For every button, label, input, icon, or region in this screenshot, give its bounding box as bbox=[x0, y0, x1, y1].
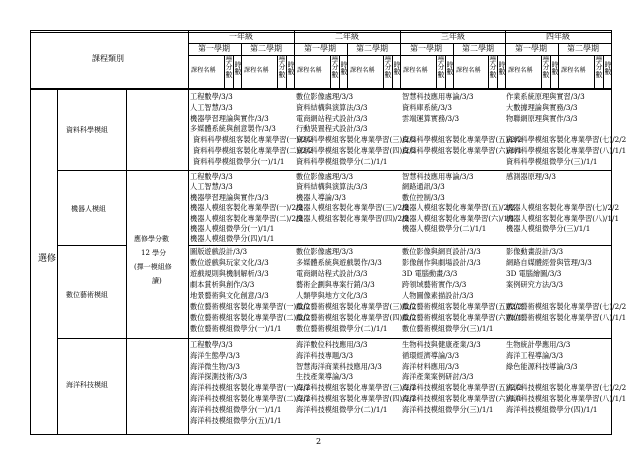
module-sep-1 bbox=[188, 170, 611, 171]
col-credits: 學分數 bbox=[437, 56, 445, 79]
semester-label: 第二學期 bbox=[250, 44, 282, 53]
course-item: 電商網站程式設計/3/3 bbox=[296, 269, 368, 278]
course-item: 智慧科技應用專論/3/3 bbox=[402, 92, 474, 101]
course-item: 海洋科技模組微學分(三)/1/1 bbox=[402, 404, 494, 414]
course-item: 資料結構與演算法/3/3 bbox=[296, 102, 368, 112]
course-item: 機器人模組微學分(三)/1/1 bbox=[506, 224, 591, 233]
course-item: 雲端運算實務/3/3 bbox=[402, 113, 460, 123]
course-item: 生物統計學應用/3/3 bbox=[506, 340, 571, 349]
course-item: 行動裝置程式設計/3/3 bbox=[296, 124, 368, 134]
course-item: 智慧科技應用專論/3/3 bbox=[402, 172, 474, 181]
page-number: 2 bbox=[316, 437, 322, 446]
course-item: 機器學習理論與實作/3/3 bbox=[190, 113, 269, 123]
module-sep-3 bbox=[188, 338, 611, 339]
col-course-name: 課程名稱 bbox=[456, 67, 481, 74]
course-item: 機器人模組客製化專業學習(六)/1/1 bbox=[402, 213, 516, 223]
course-item: 海洋工程導論/3/3 bbox=[506, 350, 564, 360]
course-item: 多媒體系統與遊戲製作/3/3 bbox=[296, 258, 382, 267]
elective-col-line bbox=[57, 90, 58, 434]
course-item: 工程數學/3/3 bbox=[190, 92, 233, 101]
col-hours: 時數 bbox=[551, 61, 559, 77]
course-item: 數位影像處理/3/3 bbox=[296, 247, 354, 256]
course-item: 資料科學模組微學分(三)/1/1 bbox=[506, 156, 598, 166]
course-item: 資料科學模組客製化專業學習(八)/1/1 bbox=[506, 146, 627, 155]
course-item: 海洋材料應用/3/3 bbox=[402, 361, 460, 371]
course-item: 數位影像處理/3/3 bbox=[296, 92, 354, 101]
col-credits: 學分數 bbox=[384, 56, 392, 79]
course-item: 機器人模組微學分(二)/1/1 bbox=[402, 224, 487, 233]
course-item: 海洋探測技術/3/3 bbox=[190, 372, 248, 382]
course-item: 海洋科技模組客製化專業學習(六)/1/1 bbox=[402, 394, 523, 403]
course-item: 數位影像與網頁設計/3/3 bbox=[402, 247, 481, 256]
course-item: 機器人模組客製化專業學習(七)/2/2 bbox=[506, 203, 620, 213]
course-item: 人工智慧/3/3 bbox=[190, 102, 233, 112]
course-item: 人物圖像素描設計/3/3 bbox=[402, 291, 474, 300]
col-hours: 時數 bbox=[498, 61, 506, 77]
course-item: 生技產業導論/3/3 bbox=[296, 372, 354, 382]
grade-split-3 bbox=[505, 30, 506, 88]
col-course-name: 課程名稱 bbox=[403, 67, 428, 74]
course-item: 海洋科技模組客製化專業學習(三)/2/2 bbox=[296, 383, 417, 393]
course-item: 數位藝術模組客製化專業學習(二)/2/2 bbox=[190, 313, 311, 322]
course-item: 資料科學模組客製化專業學習(三)/2/2 bbox=[296, 135, 417, 145]
course-item: 電商網站程式設計/3/3 bbox=[296, 113, 368, 123]
category-col-line bbox=[188, 30, 189, 434]
course-item: 海洋科技模組客製化專業學習(四)/2/2 bbox=[296, 394, 417, 403]
course-item: 數位控制/3/3 bbox=[402, 192, 445, 202]
table-left-border bbox=[30, 30, 31, 434]
course-item: 海洋科技模組客製化專業學習(一)/2/2 bbox=[190, 383, 311, 393]
course-item: 工程數學/3/3 bbox=[190, 340, 233, 349]
course-item: 資料科學模組客製化專業學習(六)/1/1 bbox=[402, 146, 523, 155]
course-item: 資料科學模組客製化專業學習(四)/2/2 bbox=[296, 146, 417, 155]
requirement-line-3: (擇一模組修 bbox=[134, 263, 172, 271]
course-item: 海洋產業案例研討/3/3 bbox=[402, 372, 474, 382]
course-item: 資料科學模組客製化專業學習(二)/2/2 bbox=[193, 146, 314, 155]
course-item: 循環經濟導論/3/3 bbox=[402, 350, 460, 360]
semester-label: 第二學期 bbox=[356, 44, 388, 53]
course-item: 人工智慧/3/3 bbox=[190, 182, 233, 192]
category-label: 課程類別 bbox=[92, 54, 124, 63]
requirement-line-4: 讀) bbox=[152, 277, 162, 285]
course-item: 數位藝術模組客製化專業學習(六)/1/1 bbox=[402, 313, 523, 322]
course-item: 海洋數位科技應用/3/3 bbox=[296, 340, 368, 349]
requirement-line-1: 應修學分數 bbox=[134, 235, 169, 243]
course-item: 數位藝術模組客製化專業學習(四)/2/2 bbox=[296, 313, 417, 322]
course-item: 數位遊戲與玩家文化/3/3 bbox=[190, 258, 269, 267]
course-item: 影像動畫設計/3/3 bbox=[506, 247, 564, 256]
col-course-name: 課程名稱 bbox=[297, 67, 322, 74]
grade-3-label: 三年級 bbox=[441, 32, 465, 41]
course-item: 機器學習理論與實作/3/3 bbox=[190, 192, 269, 202]
course-item: 人類學與地方文化/3/3 bbox=[296, 291, 368, 300]
course-item: 影像創作與劇場設計/3/3 bbox=[402, 258, 481, 267]
course-item: 大數據理論與實務/3/3 bbox=[506, 102, 578, 112]
semester-label: 第一學期 bbox=[304, 44, 336, 53]
module-col-line bbox=[126, 90, 127, 434]
course-item: 海洋科技模組微學分(一)/1/1 bbox=[190, 404, 282, 414]
elective-label: 選修 bbox=[38, 254, 57, 264]
course-item: 資料科學模組客製化專業學習(五)/2/2 bbox=[402, 135, 523, 145]
col-hours: 時數 bbox=[446, 61, 454, 77]
col-hours: 時數 bbox=[604, 61, 612, 77]
grade-4-label: 四年級 bbox=[546, 32, 570, 41]
course-item: 多媒體系統與創意製作/3/3 bbox=[190, 124, 276, 134]
semester-label: 第二學期 bbox=[567, 44, 599, 53]
course-item: 資料科學模組微學分(二)/1/1 bbox=[296, 156, 388, 166]
course-item: 劇本賞析與創作/3/3 bbox=[190, 280, 255, 289]
course-item: 物聯網原理與實作/3/3 bbox=[506, 113, 578, 123]
col-course-name: 課程名稱 bbox=[191, 67, 216, 74]
header-bottom-line bbox=[30, 88, 611, 90]
module-sep-2-left bbox=[57, 245, 126, 246]
course-item: 海洋科技模組客製化專業學習(八)/1/1 bbox=[506, 394, 627, 403]
course-item: 機器人模組微學分(四)/1/1 bbox=[190, 234, 275, 244]
course-item: 智慧海洋商業科技應用/3/3 bbox=[296, 361, 382, 371]
col-hours: 時數 bbox=[393, 61, 401, 77]
course-item: 機器人模組微學分(一)/1/1 bbox=[190, 224, 275, 233]
col-credits: 學分數 bbox=[331, 56, 339, 79]
course-item: 數位藝術模組客製化專業學習(八)/1/1 bbox=[506, 313, 627, 322]
col-credits: 學分數 bbox=[278, 56, 286, 79]
course-item: 3D 電腦繪圖/3/3 bbox=[506, 269, 562, 278]
col-credits: 學分數 bbox=[542, 56, 550, 79]
col-credits: 學分數 bbox=[595, 56, 603, 79]
module-sep-1-left bbox=[57, 170, 188, 171]
course-item: 海洋科技模組微學分(四)/1/1 bbox=[506, 404, 598, 414]
course-item: 數位影像處理/3/3 bbox=[296, 172, 354, 181]
module-sep-3-left bbox=[57, 338, 188, 339]
col-course-name: 課程名稱 bbox=[244, 67, 269, 74]
course-item: 機器人模組客製化專業學習(二)/2/2 bbox=[190, 213, 304, 223]
col-hours: 時數 bbox=[234, 61, 242, 77]
course-item: 資料科學模組客製化專業學習(七)/2/2 bbox=[506, 135, 627, 145]
course-item: 藝術企劃與專案行銷/3/3 bbox=[296, 280, 375, 289]
course-item: 數位藝術模組微學分(二)/1/1 bbox=[296, 324, 388, 333]
course-item: 生物科技與健康產業/3/3 bbox=[402, 340, 481, 349]
course-item: 地景藝術與文化創意/3/3 bbox=[190, 291, 269, 300]
col-course-name: 課程名稱 bbox=[350, 67, 375, 74]
course-item: 海洋微生物/3/3 bbox=[190, 361, 240, 371]
semester-label: 第二學期 bbox=[462, 44, 494, 53]
col-hours: 時數 bbox=[287, 61, 295, 77]
semester-label: 第一學期 bbox=[515, 44, 547, 53]
course-item: 機器人模組客製化專業學習(四)/2/2 bbox=[296, 213, 410, 223]
course-item: 數位藝術模組微學分(三)/1/1 bbox=[402, 324, 494, 333]
course-item: 機器人模組客製化專業學習(五)/2/2 bbox=[402, 203, 516, 213]
course-item: 資料科學模組微學分(一)/1/1 bbox=[193, 156, 285, 166]
grade-1-label: 一年級 bbox=[229, 32, 253, 41]
course-item: 數位藝術模組客製化專業學習(一)/2/2 bbox=[190, 302, 311, 311]
course-item: 數位藝術模組客製化專業學習(五)/2/2 bbox=[402, 302, 523, 311]
table-top-border-2 bbox=[30, 32, 611, 33]
course-item: 資料庫系統/3/3 bbox=[402, 102, 452, 112]
col-hours: 時數 bbox=[340, 61, 348, 77]
semester-label: 第一學期 bbox=[198, 44, 230, 53]
course-item: 海洋科技模組微學分(五)/1/1 bbox=[190, 415, 282, 425]
course-item: 跨領域藝術實作/3/3 bbox=[402, 280, 467, 289]
course-item: 工程數學/3/3 bbox=[190, 172, 233, 181]
grade-split-1 bbox=[294, 30, 295, 88]
course-item: 海洋科技模組客製化專業學習(七)/2/2 bbox=[506, 383, 627, 393]
course-item: 遊戲規則與機制解析/3/3 bbox=[190, 269, 269, 278]
col-credits: 學分數 bbox=[489, 56, 497, 79]
course-item: 機器人模組客製化專業學習(一)/2/2 bbox=[190, 203, 304, 213]
course-item: 網路通訊/3/3 bbox=[402, 182, 445, 192]
module-name-data-science: 資料科學模組 bbox=[66, 126, 108, 134]
course-item: 海洋科技模組客製化專業學習(二)/2/2 bbox=[190, 394, 311, 403]
grade-split-2 bbox=[400, 30, 401, 88]
course-item: 3D 電腦動畫/3/3 bbox=[402, 269, 458, 278]
course-item: 資料科學模組客製化專業學習(一)/2/2 bbox=[193, 135, 314, 145]
semester-label: 第一學期 bbox=[410, 44, 442, 53]
course-item: 海洋科技專題/3/3 bbox=[296, 350, 354, 360]
course-item: 資料結構與演算法/3/3 bbox=[296, 182, 368, 192]
course-item: 感測器原理/3/3 bbox=[506, 172, 556, 181]
col-course-name: 課程名稱 bbox=[508, 67, 533, 74]
course-item: 作業系統原理與實習/3/3 bbox=[506, 92, 585, 101]
course-item: 海洋科技模組客製化專業學習(五)/2/2 bbox=[402, 383, 523, 393]
course-item: 數位藝術模組客製化專業學習(七)/2/2 bbox=[506, 302, 627, 311]
course-item: 綠色能源科技導論/3/3 bbox=[506, 361, 578, 371]
course-item: 機器人模組客製化專業學習(八)/1/1 bbox=[506, 213, 620, 223]
course-item: 數位藝術模組微學分(一)/1/1 bbox=[190, 324, 282, 333]
course-item: 圖版遊戲設計/3/3 bbox=[190, 247, 248, 256]
table-right-border bbox=[611, 30, 612, 434]
course-item: 網路自媒體經營與管理/3/3 bbox=[506, 258, 592, 267]
course-item: 海洋生態學/3/3 bbox=[190, 350, 240, 360]
module-sep-2 bbox=[188, 245, 611, 246]
module-name-marine-tech: 海洋科技模組 bbox=[66, 381, 108, 389]
grade-2-label: 二年級 bbox=[335, 32, 359, 41]
module-name-robotics: 機器人模組 bbox=[71, 205, 106, 213]
col-credits: 學分數 bbox=[225, 56, 233, 79]
course-item: 海洋科技模組微學分(二)/1/1 bbox=[296, 404, 388, 414]
course-item: 數位藝術模組客製化專業學習(三)/2/2 bbox=[296, 302, 417, 311]
requirement-line-2: 12 學分 bbox=[141, 249, 167, 257]
course-item: 案例研究方法/3/3 bbox=[506, 280, 564, 289]
course-item: 機器人模組客製化專業學習(三)/2/2 bbox=[296, 203, 410, 213]
course-item: 機器人導論/3/3 bbox=[296, 192, 346, 202]
module-name-digital-art: 數位藝術模組 bbox=[66, 291, 108, 299]
table-bottom-border bbox=[30, 434, 612, 435]
col-course-name: 課程名稱 bbox=[561, 67, 586, 74]
table-top-border bbox=[30, 30, 611, 31]
